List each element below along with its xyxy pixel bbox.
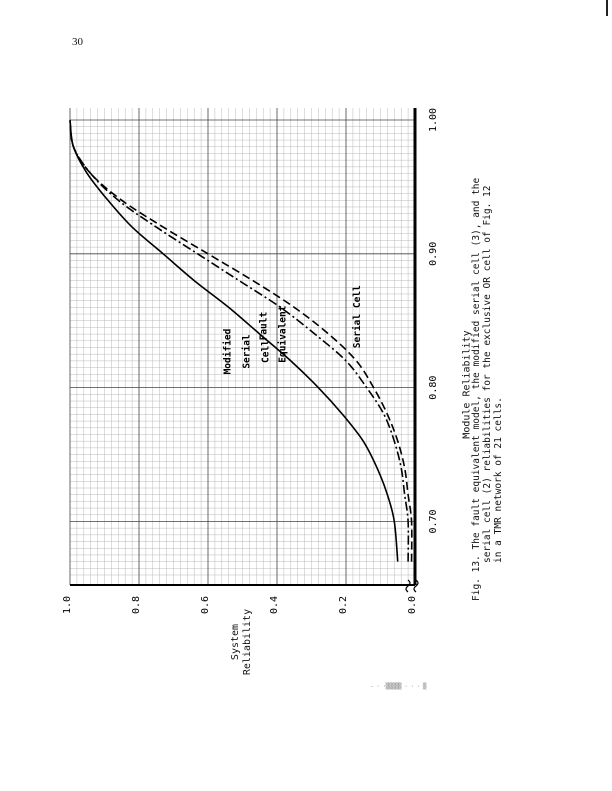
curve-label-modified: Cell bbox=[260, 340, 272, 363]
y-tick-label: 0.0 bbox=[407, 595, 418, 615]
x-axis-title: Module Reliability bbox=[461, 330, 473, 439]
x-tick-label: 1.00 bbox=[428, 107, 439, 133]
x-tick-label: 0.90 bbox=[428, 241, 439, 266]
caption-line-2: serial cell (2) reliabilities for the exclusive OR cell of Fig. 12 bbox=[482, 185, 493, 563]
y-tick-label: 0.6 bbox=[200, 595, 211, 615]
x-tick-label: 0.70 bbox=[428, 509, 439, 534]
y-tick-label: 0.2 bbox=[338, 595, 349, 615]
curve-label-modified: Modified bbox=[222, 328, 234, 375]
y-tick-label: 0.8 bbox=[131, 595, 142, 615]
x-tick-label: 0.80 bbox=[428, 375, 439, 400]
curve-label-fault: Equivalent bbox=[277, 305, 289, 363]
y-tick-label: 1.0 bbox=[62, 595, 73, 615]
page-number: 30 bbox=[72, 36, 83, 48]
curve-label-modified: Serial bbox=[241, 334, 253, 369]
y-axis-title bbox=[230, 602, 254, 682]
curve-label-serial: Serial Cell bbox=[351, 285, 363, 349]
caption-line-1: Fig. 13. The fault equivalent model, the modified serial cell (3), and the bbox=[471, 177, 482, 601]
footer-smudge: - · ·▒▒▒▒▒ · · · ▒ bbox=[370, 683, 427, 690]
curve-label-fault: Fault bbox=[258, 311, 270, 341]
caption-line-3: in a TMR network of 21 cells. bbox=[493, 397, 504, 563]
figure-caption bbox=[471, 177, 513, 601]
x-tick-labels bbox=[428, 108, 439, 534]
y-axis-title-text: System Reliability bbox=[230, 608, 253, 676]
y-tick-label: 0.4 bbox=[269, 595, 280, 615]
